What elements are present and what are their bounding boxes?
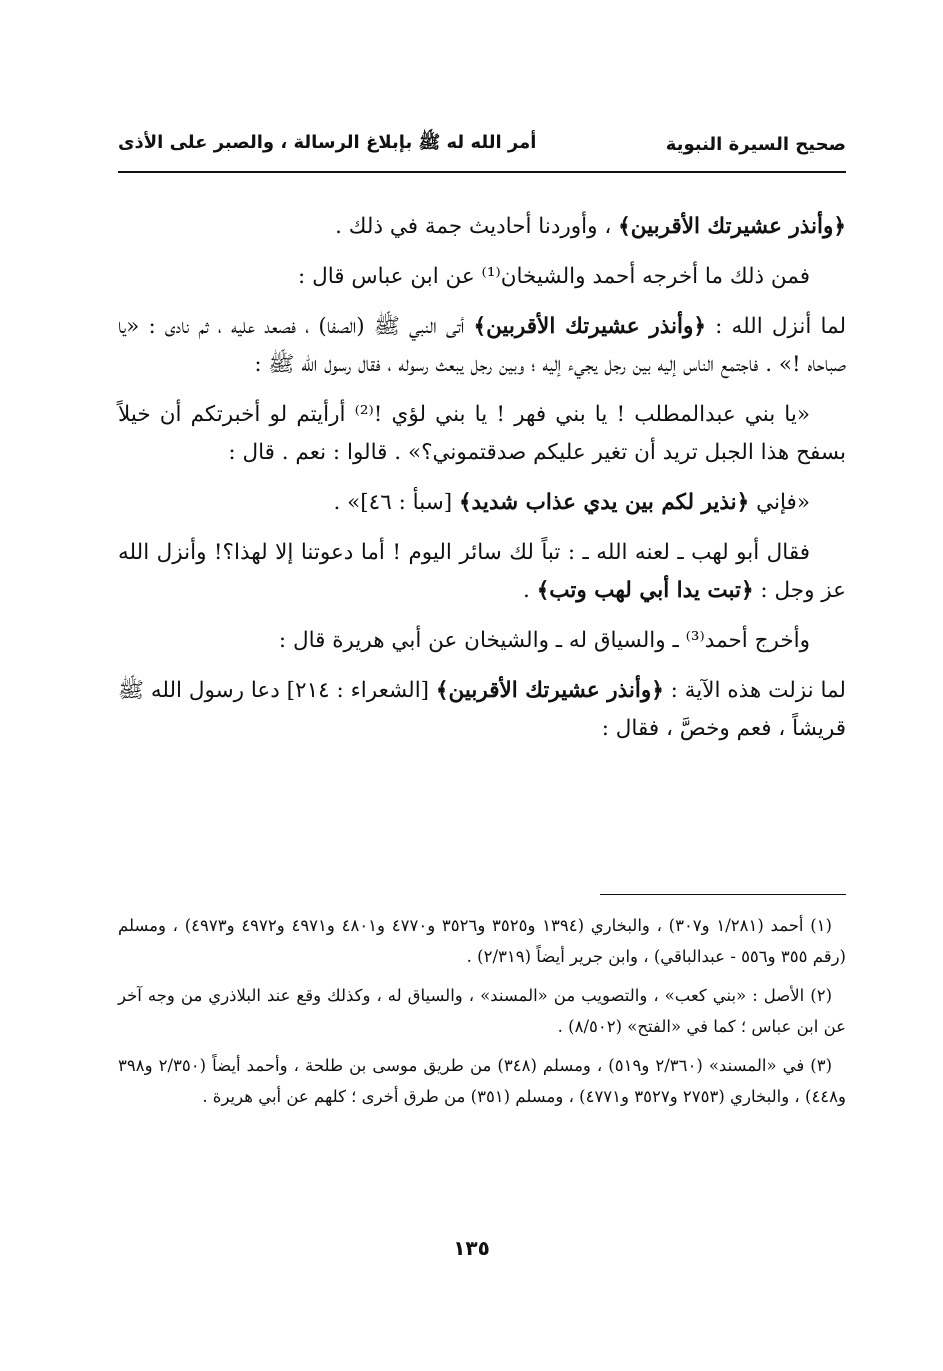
footnote: (٣) في «المسند» (٢/٣٦٠ و٥١٩) ، ومسلم (٣٤٨) من طريق موسى بن طلحة ، وأحمد أيضاً (٢/٣٥٠ و٣٩٨ و٤٤٨) ، والبخاري (٢٧٥٣ و٣٥٢٧ و٤٧٧١) ، ومسلم (٣٥١) من طرق أخرى ؛ كلهم عن أبي هريرة . — [118, 1056, 846, 1106]
running-header — [118, 124, 846, 164]
footnote-ref: ⁽²⁾ — [354, 402, 374, 427]
text-run: ، وأوردنا أحاديث جمة في ذلك . — [335, 214, 619, 239]
text-run: وأخرج أحمد — [704, 628, 810, 653]
text-run: [الشعراء : ٢١٤] دعا رسول الله ﷺ قريشاً ، فعم وخصَّ ، فقال : — [118, 678, 846, 741]
footnote-ref: ⁽¹⁾ — [481, 264, 501, 289]
paragraph — [118, 672, 846, 748]
text-run: [سبأ : ٤٦]» . — [333, 490, 459, 515]
page-number: ١٣٥ — [453, 1236, 490, 1260]
paragraph — [118, 534, 846, 610]
text-run: «يا بني عبدالمطلب ! يا بني فهر ! يا بني لؤي ! — [373, 402, 810, 427]
text-run: أتى النبي ﷺ (الصفا) ، فصعد عليه ، ثم نادى : «يا صباحاه !» . فاجتمع الناس إليه بين رجل يجيء إليه ؛ وبين رجل يبعث رسوله ، فقال رسول الله ﷺ : — [118, 314, 846, 377]
quran-quote: ﴿وأنذر عشيرتك الأقربين﴾ — [435, 678, 664, 703]
paragraph — [118, 208, 846, 246]
text-run: عن ابن عباس قال : — [298, 264, 482, 289]
text-run: . — [523, 578, 537, 603]
text-run: فقال أبو لهب ـ لعنه الله ـ : تباً لك سائر اليوم ! أما دعوتنا إلا لهذا؟! وأنزل الله عز وجل : — [118, 540, 846, 603]
quran-quote: ﴿وأنذر عشيرتك الأقربين﴾ — [473, 314, 706, 339]
paragraph — [118, 396, 846, 472]
quran-quote: ﴿وأنذر عشيرتك الأقربين﴾ — [618, 214, 846, 239]
text-run: «فإني — [749, 490, 810, 515]
quran-quote: ﴿نذير لكم بين يدي عذاب شديد﴾ — [458, 490, 750, 515]
paragraph — [118, 484, 846, 522]
text-run: ـ والسياق له ـ والشيخان عن أبي هريرة قال : — [278, 628, 686, 653]
text-run: لما نزلت هذه الآية : — [663, 678, 846, 703]
footnotes — [118, 910, 846, 1120]
quran-quote: ﴿تبت يدا أبي لهب وتب﴾ — [536, 578, 754, 603]
header-divider — [118, 171, 846, 173]
paragraph — [118, 622, 846, 660]
text-run: لما أنزل الله : — [705, 314, 846, 339]
chapter-title: أمر الله له ﷺ بإبلاغ الرسالة ، والصبر على الأذى — [118, 132, 537, 153]
paragraph — [118, 258, 846, 296]
paragraph — [118, 308, 846, 384]
footnote: (١) أحمد (١/٢٨١ و٣٠٧) ، والبخاري (١٣٩٤ و٣٥٢٥ و٣٥٢٦ و٤٧٧٠ و٤٨٠١ و٤٩٧١ و٤٩٧٢ و٤٩٧٣) ، ومسلم (رقم ٣٥٥ و٥٥٦ - عبدالباقي) ، وابن جرير أيضاً (٢/٣١٩) . — [118, 916, 846, 966]
footnote: (٢) الأصل : «بني كعب» ، والتصويب من «المسند» ، والسياق له ، وكذلك وقع عند البلاذري من وجه آخر عن ابن عباس ؛ كما في «الفتح» (٨/٥٠٢) . — [118, 986, 846, 1036]
footnote-divider — [600, 894, 846, 895]
book-title: صحيح السيرة النبوية — [665, 133, 846, 155]
text-run: فمن ذلك ما أخرجه أحمد والشيخان — [500, 264, 810, 289]
main-text — [118, 208, 846, 760]
text-run: أرأيتم لو أخبرتكم أن خيلاً بسفح هذا الجبل تريد أن تغير عليكم صدقتموني؟» . قالوا : نعم . قال : — [118, 402, 846, 465]
footnote-ref: ⁽³⁾ — [685, 628, 705, 653]
